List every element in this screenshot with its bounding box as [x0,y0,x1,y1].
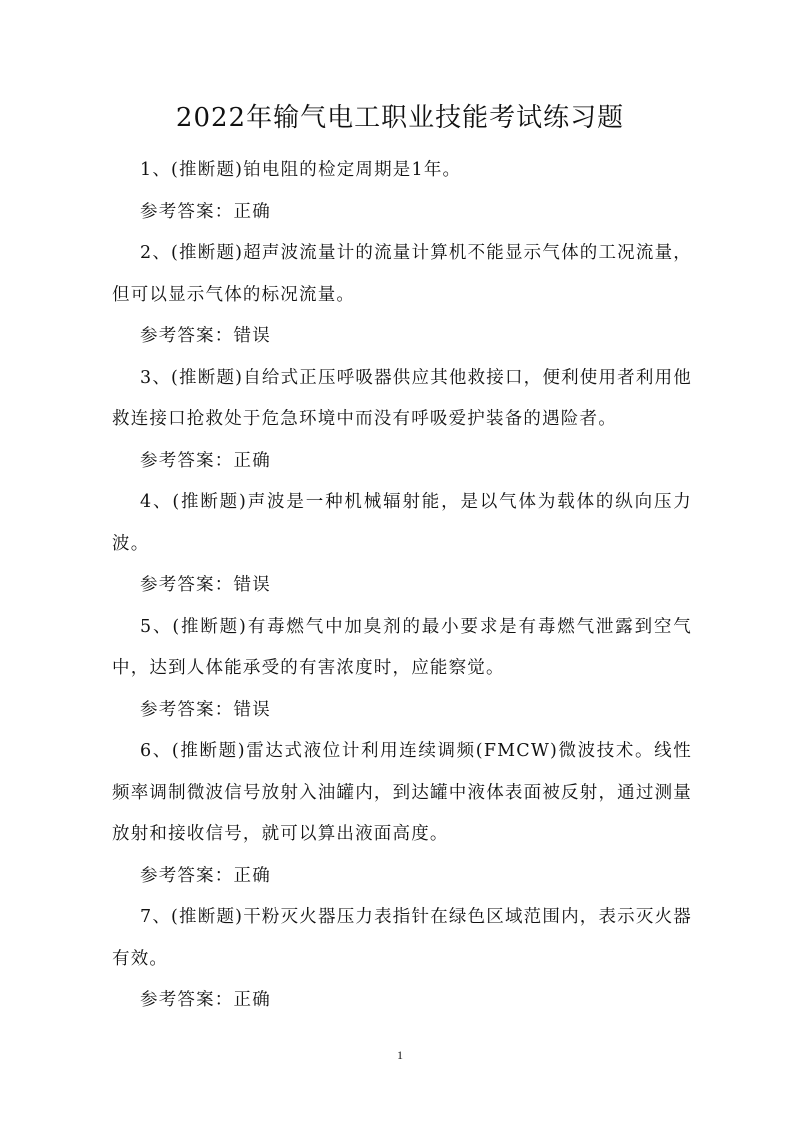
question-7-answer: 参考答案：正确 [140,990,271,1010]
question-6-answer: 参考答案：正确 [140,865,271,886]
question-1-answer: 参考答案：正确 [140,201,271,222]
question-5-text: 5、(推断题)有毒燃气中加臭剂的最小要求是有毒燃气泄露到空气中，达到人体能承受的有害浓度时，应能察觉。 [112,616,692,678]
question-6-text: 6、(推断题)雷达式液位计利用连续调频(FMCW)微波技术。线性频率调制微波信号放射入油罐内，到达罐中液体表面被反射，通过测量放射和接收信号，就可以算出液面高度。 [112,741,692,844]
question-1-text: 1、(推断题)铂电阻的检定周期是1年。 [140,160,462,180]
question-7-text: 7、(推断题)干粉灭火器压力表指针在绿色区域范围内，表示灭火器有效。 [112,907,692,969]
question-3-answer: 参考答案：正确 [140,450,271,471]
question-list [112,150,692,1022]
question-2-answer: 参考答案：错误 [140,326,271,346]
question-5-answer: 参考答案：错误 [140,699,271,720]
question-2-text: 2、(推断题)超声波流量计的流量计算机不能显示气体的工况流量，但可以显示气体的标况流量。 [112,243,692,305]
question-4-answer: 参考答案：错误 [140,575,271,595]
question-4-text: 4、(推断题)声波是一种机械辐射能，是以气体为载体的纵向压力波。 [112,492,692,554]
document-title: 2022年输气电工职业技能考试练习题 [175,103,625,133]
page-number: 1 [397,1048,403,1062]
question-3-text: 3、(推断题)自给式正压呼吸器供应其他救接口，便利使用者利用他救连接口抢救处于危急环境中而没有呼吸爱护装备的遇险者。 [112,367,692,429]
